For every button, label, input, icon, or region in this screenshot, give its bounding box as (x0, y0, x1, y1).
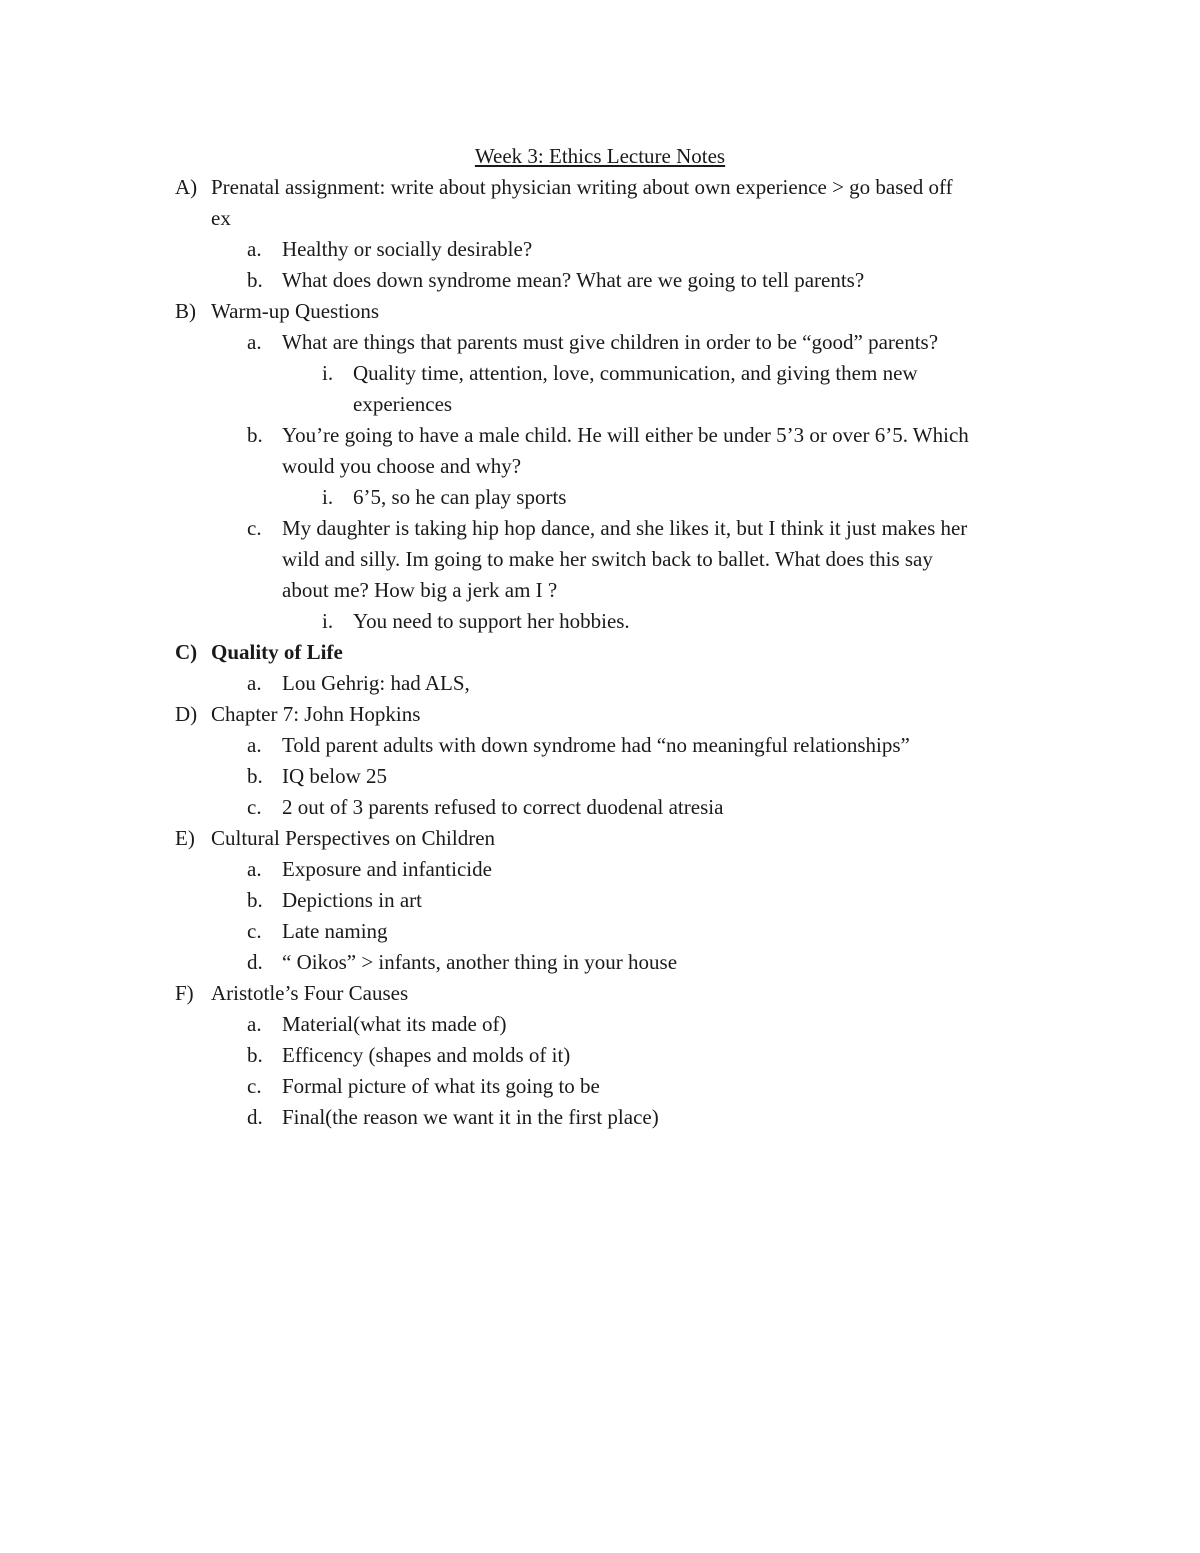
section-b-marker: B) (175, 299, 196, 323)
item-marker: c. (247, 795, 262, 819)
item-marker: a. (247, 733, 262, 757)
list-item: Depictions in art (282, 888, 422, 912)
item-marker: d. (247, 950, 263, 974)
subitem-marker: i. (322, 485, 334, 509)
item-marker: c. (247, 919, 262, 943)
list-item: Formal picture of what its going to be (282, 1074, 600, 1098)
section-a-text: Prenatal assignment: write about physician writing about own experience > go based off (211, 175, 953, 199)
list-item: 2 out of 3 parents refused to correct duodenal atresia (282, 795, 724, 819)
list-item: Efficency (shapes and molds of it) (282, 1043, 571, 1067)
item-marker: b. (247, 888, 263, 912)
list-item: Healthy or socially desirable? (282, 237, 533, 261)
list-item: Told parent adults with down syndrome had “no meaningful relationships” (282, 733, 910, 757)
item-marker: d. (247, 1105, 263, 1129)
list-item: Material(what its made of) (282, 1012, 507, 1036)
section-e-marker: E) (175, 826, 195, 850)
list-item: What are things that parents must give children in order to be “good” parents? (282, 330, 939, 354)
list-item-cont: about me? How big a jerk am I ? (282, 578, 558, 602)
section-a-text-cont: ex (211, 206, 231, 230)
section-e-text: Cultural Perspectives on Children (211, 826, 496, 850)
list-item-cont: wild and silly. Im going to make her switch back to ballet. What does this say (282, 547, 933, 571)
section-c-text: Quality of Life (211, 640, 343, 664)
list-item: You’re going to have a male child. He will either be under 5’3 or over 6’5. Which (282, 423, 969, 447)
item-marker: a. (247, 857, 262, 881)
page-title: Week 3: Ethics Lecture Notes (474, 144, 726, 168)
item-marker: b. (247, 423, 263, 447)
subitem-marker: i. (322, 609, 334, 633)
list-item: Late naming (282, 919, 388, 943)
item-marker: c. (247, 1074, 262, 1098)
item-marker: b. (247, 1043, 263, 1067)
item-marker: a. (247, 237, 262, 261)
subitem-marker: i. (322, 361, 334, 385)
list-item: IQ below 25 (282, 764, 387, 788)
section-f-marker: F) (175, 981, 194, 1005)
item-marker: b. (247, 268, 263, 292)
section-a-marker: A) (175, 175, 198, 199)
list-item-cont: would you choose and why? (282, 454, 522, 478)
list-item: Final(the reason we want it in the first place) (282, 1105, 659, 1129)
section-d-text: Chapter 7: John Hopkins (211, 702, 421, 726)
item-marker: b. (247, 764, 263, 788)
item-marker: c. (247, 516, 262, 540)
sub-list-item: You need to support her hobbies. (353, 609, 630, 633)
item-marker: a. (247, 671, 262, 695)
sub-list-item: Quality time, attention, love, communication, and giving them new (353, 361, 918, 385)
list-item: My daughter is taking hip hop dance, and she likes it, but I think it just makes her (282, 516, 968, 540)
section-f-text: Aristotle’s Four Causes (211, 981, 409, 1005)
item-marker: a. (247, 1012, 262, 1036)
item-marker: a. (247, 330, 262, 354)
list-item: Lou Gehrig: had ALS, (282, 671, 470, 695)
section-c-marker: C) (175, 640, 198, 664)
sub-list-item: 6’5, so he can play sports (353, 485, 567, 509)
section-d-marker: D) (175, 702, 198, 726)
list-item: Exposure and infanticide (282, 857, 492, 881)
list-item: What does down syndrome mean? What are we going to tell parents? (282, 268, 865, 292)
sub-list-item-cont: experiences (353, 392, 453, 416)
list-item: “ Oikos” > infants, another thing in your house (282, 950, 678, 974)
section-b-text: Warm-up Questions (211, 299, 380, 323)
